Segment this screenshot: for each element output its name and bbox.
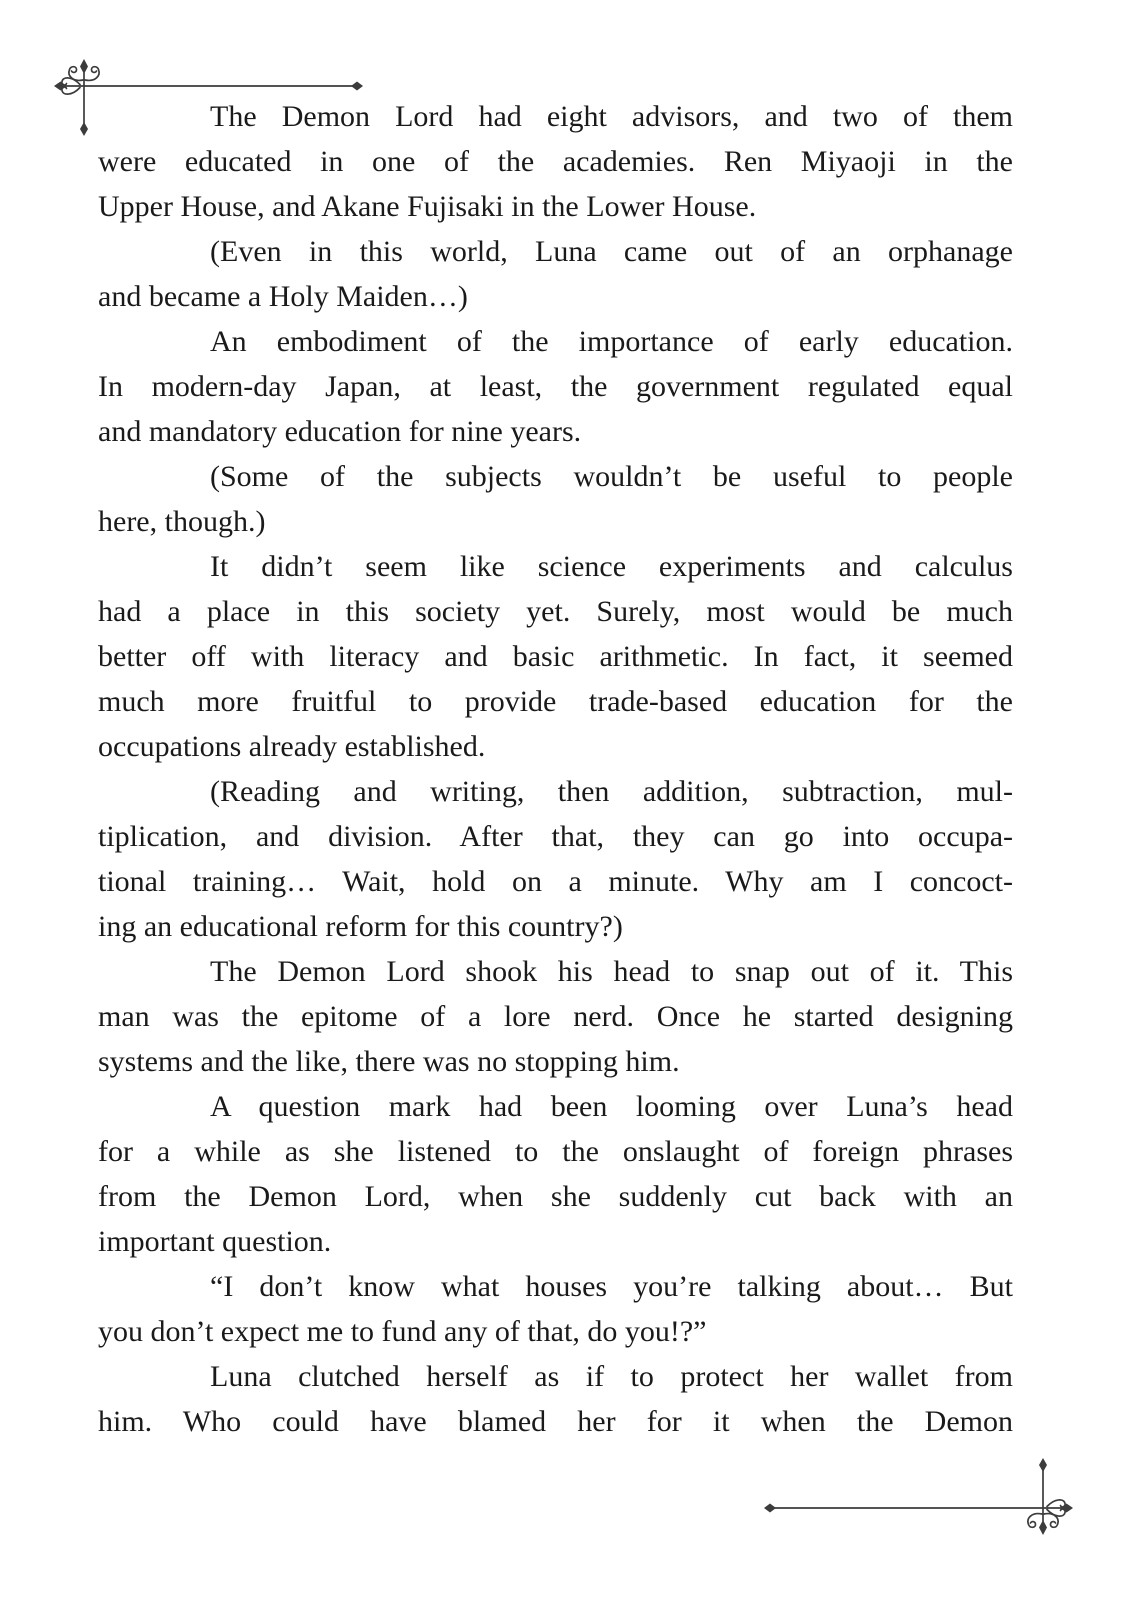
text-line: and mandatory education for nine years.: [98, 415, 582, 448]
text-line: (Some of the subjects wouldn’t be useful to people: [210, 460, 1013, 493]
paragraph: [98, 769, 1013, 949]
paragraph: [98, 1264, 1013, 1354]
text-line: The Demon Lord had eight advisors, and two of them: [210, 100, 1013, 133]
page-text: [98, 94, 1013, 1444]
text-line: occupations already established.: [98, 730, 486, 763]
text-line: A question mark had been looming over Luna’s head: [210, 1090, 1013, 1123]
text-line: you don’t expect me to fund any of that, do you!?”: [98, 1315, 707, 1348]
paragraph: [98, 544, 1013, 769]
text-line: better off with literacy and basic arithmetic. In fact, it seemed: [98, 640, 1013, 673]
text-line: In modern-day Japan, at least, the government regulated equal: [98, 370, 1013, 403]
text-line: from the Demon Lord, when she suddenly cut back with an: [98, 1180, 1013, 1213]
text-line: (Even in this world, Luna came out of an orphanage: [210, 235, 1013, 268]
paragraph: [98, 1084, 1013, 1264]
text-line: were educated in one of the academies. Ren Miyaoji in the: [98, 145, 1013, 178]
corner-flourish-bottom-right-icon: [753, 1446, 1077, 1538]
text-line: had a place in this society yet. Surely, most would be much: [98, 595, 1013, 628]
paragraph: [98, 319, 1013, 454]
paragraph: [98, 454, 1013, 544]
text-line: much more fruitful to provide trade-based education for the: [98, 685, 1013, 718]
text-line: The Demon Lord shook his head to snap out of it. This: [210, 955, 1013, 988]
text-line: and became a Holy Maiden…): [98, 280, 468, 313]
text-line: (Reading and writing, then addition, subtraction, mul-: [210, 775, 1013, 808]
text-line: him. Who could have blamed her for it when the Demon: [98, 1405, 1013, 1438]
text-line: systems and the like, there was no stopping him.: [98, 1045, 680, 1078]
paragraph: [98, 229, 1013, 319]
text-line: tiplication, and division. After that, they can go into occupa-: [98, 820, 1013, 853]
paragraph: [98, 1354, 1013, 1444]
text-line: “I don’t know what houses you’re talking about… But: [210, 1270, 1013, 1303]
text-line: Luna clutched herself as if to protect her wallet from: [210, 1360, 1013, 1393]
paragraph: [98, 94, 1013, 229]
text-line: tional training… Wait, hold on a minute. Why am I concoct-: [98, 865, 1013, 898]
text-line: Upper House, and Akane Fujisaki in the Lower House.: [98, 190, 757, 223]
text-line: man was the epitome of a lore nerd. Once he started designing: [98, 1000, 1013, 1033]
text-line: important question.: [98, 1225, 332, 1258]
paragraph: [98, 949, 1013, 1084]
text-line: here, though.): [98, 505, 266, 538]
text-line: It didn’t seem like science experiments and calculus: [210, 550, 1013, 583]
text-line: An embodiment of the importance of early education.: [210, 325, 1013, 358]
text-line: for a while as she listened to the onslaught of foreign phrases: [98, 1135, 1013, 1168]
text-line: ing an educational reform for this country?): [98, 910, 623, 943]
